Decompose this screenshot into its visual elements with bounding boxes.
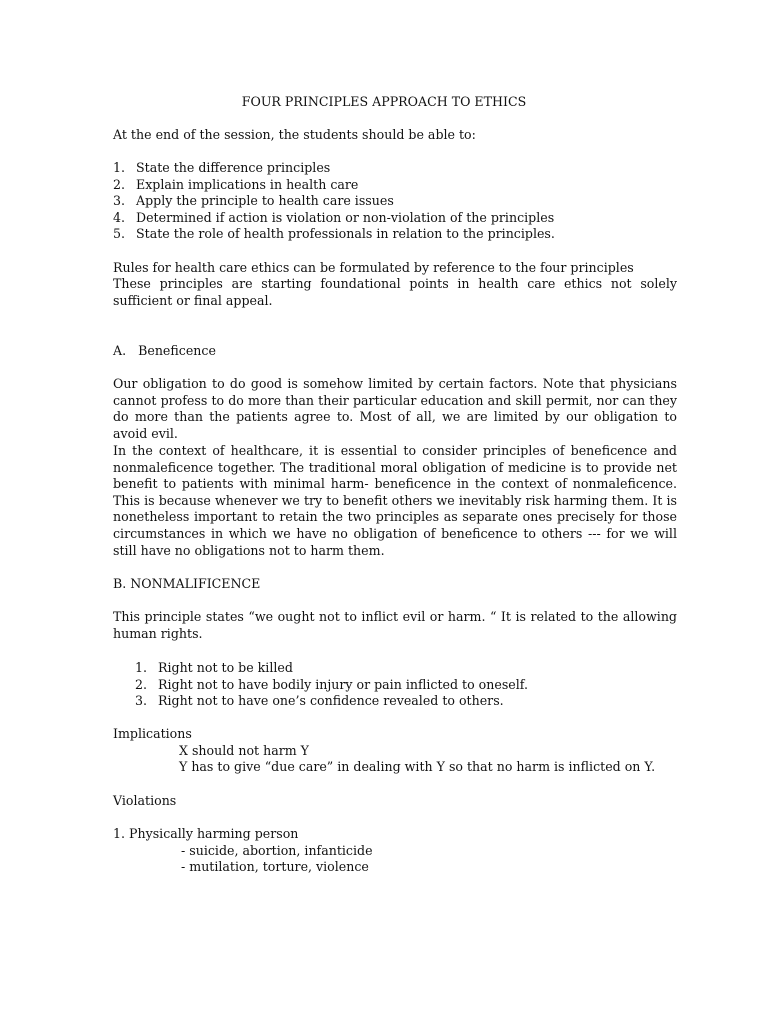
list-item: 1. State the difference principles	[113, 160, 331, 175]
violations-heading: Violations	[113, 793, 177, 808]
violation-subitem: - mutilation, torture, violence	[181, 859, 369, 875]
document-title: FOUR PRINCIPLES APPROACH TO ETHICS	[241, 94, 527, 109]
list-item: 5. State the role of health professionals in relation to the principles.	[113, 226, 555, 242]
implications-heading: Implications	[113, 726, 192, 741]
beneficence-paragraph-2: In the context of healthcare, it is essential to consider principles of beneficence and nonmaleficence together. The traditional moral obligation of medicine is to provide net benefit to patients with minimal harm- beneficence in the context of nonmaleficence. This is because whenever we try to benefit others we inevitably risk harming them. It is nonetheless important to retain the two principles as separate ones precisely for those circumstances in which we have no obligation of beneficence to others --- for we will still have no obligations not to harm them.	[113, 443, 677, 558]
rules-line: Rules for health care ethics can be formulated by reference to the four principles	[113, 260, 634, 275]
implication-line: Y has to give “due care” in dealing with Y so that no harm is inflicted on Y.	[179, 759, 656, 775]
list-item: 3. Apply the principle to health care issues	[113, 193, 394, 209]
list-item: 2. Right not to have bodily injury or pain inflicted to oneself.	[135, 676, 528, 692]
list-item: 1. Right not to be killed	[135, 660, 293, 675]
foundational-paragraph: These principles are starting foundational points in health care ethics not solely sufficient or final appeal.	[113, 276, 677, 308]
rights-list	[135, 660, 675, 710]
list-item: 4. Determined if action is violation or non-violation of the principles	[113, 209, 555, 225]
implication-line: X should not harm Y	[179, 742, 309, 758]
list-item: 2. Explain implications in health care	[113, 176, 359, 192]
list-item: 3. Right not to have one’s confidence revealed to others.	[135, 693, 504, 709]
objectives-list	[113, 160, 677, 243]
violation-subitem: - suicide, abortion, infanticide	[181, 842, 373, 858]
intro-text: At the end of the session, the students should be able to:	[113, 127, 476, 142]
beneficence-paragraph-1: Our obligation to do good is somehow limited by certain factors. Note that physicians cannot profess to do more than their particular education and skill permit, nor can they do more than the patients agree to. Most of all, we are limited by our obligation to avoid evil.	[113, 376, 677, 441]
violation-item: 1. Physically harming person	[113, 826, 299, 841]
section-a-heading: A. Beneficence	[113, 343, 216, 358]
nonmaleficence-paragraph: This principle states “we ought not to inflict evil or harm. “ It is related to the allowing human rights.	[113, 609, 677, 641]
violations-block	[113, 826, 677, 876]
section-b-heading: B. NONMALIFICENCE	[113, 576, 261, 591]
implications-block	[113, 726, 677, 776]
